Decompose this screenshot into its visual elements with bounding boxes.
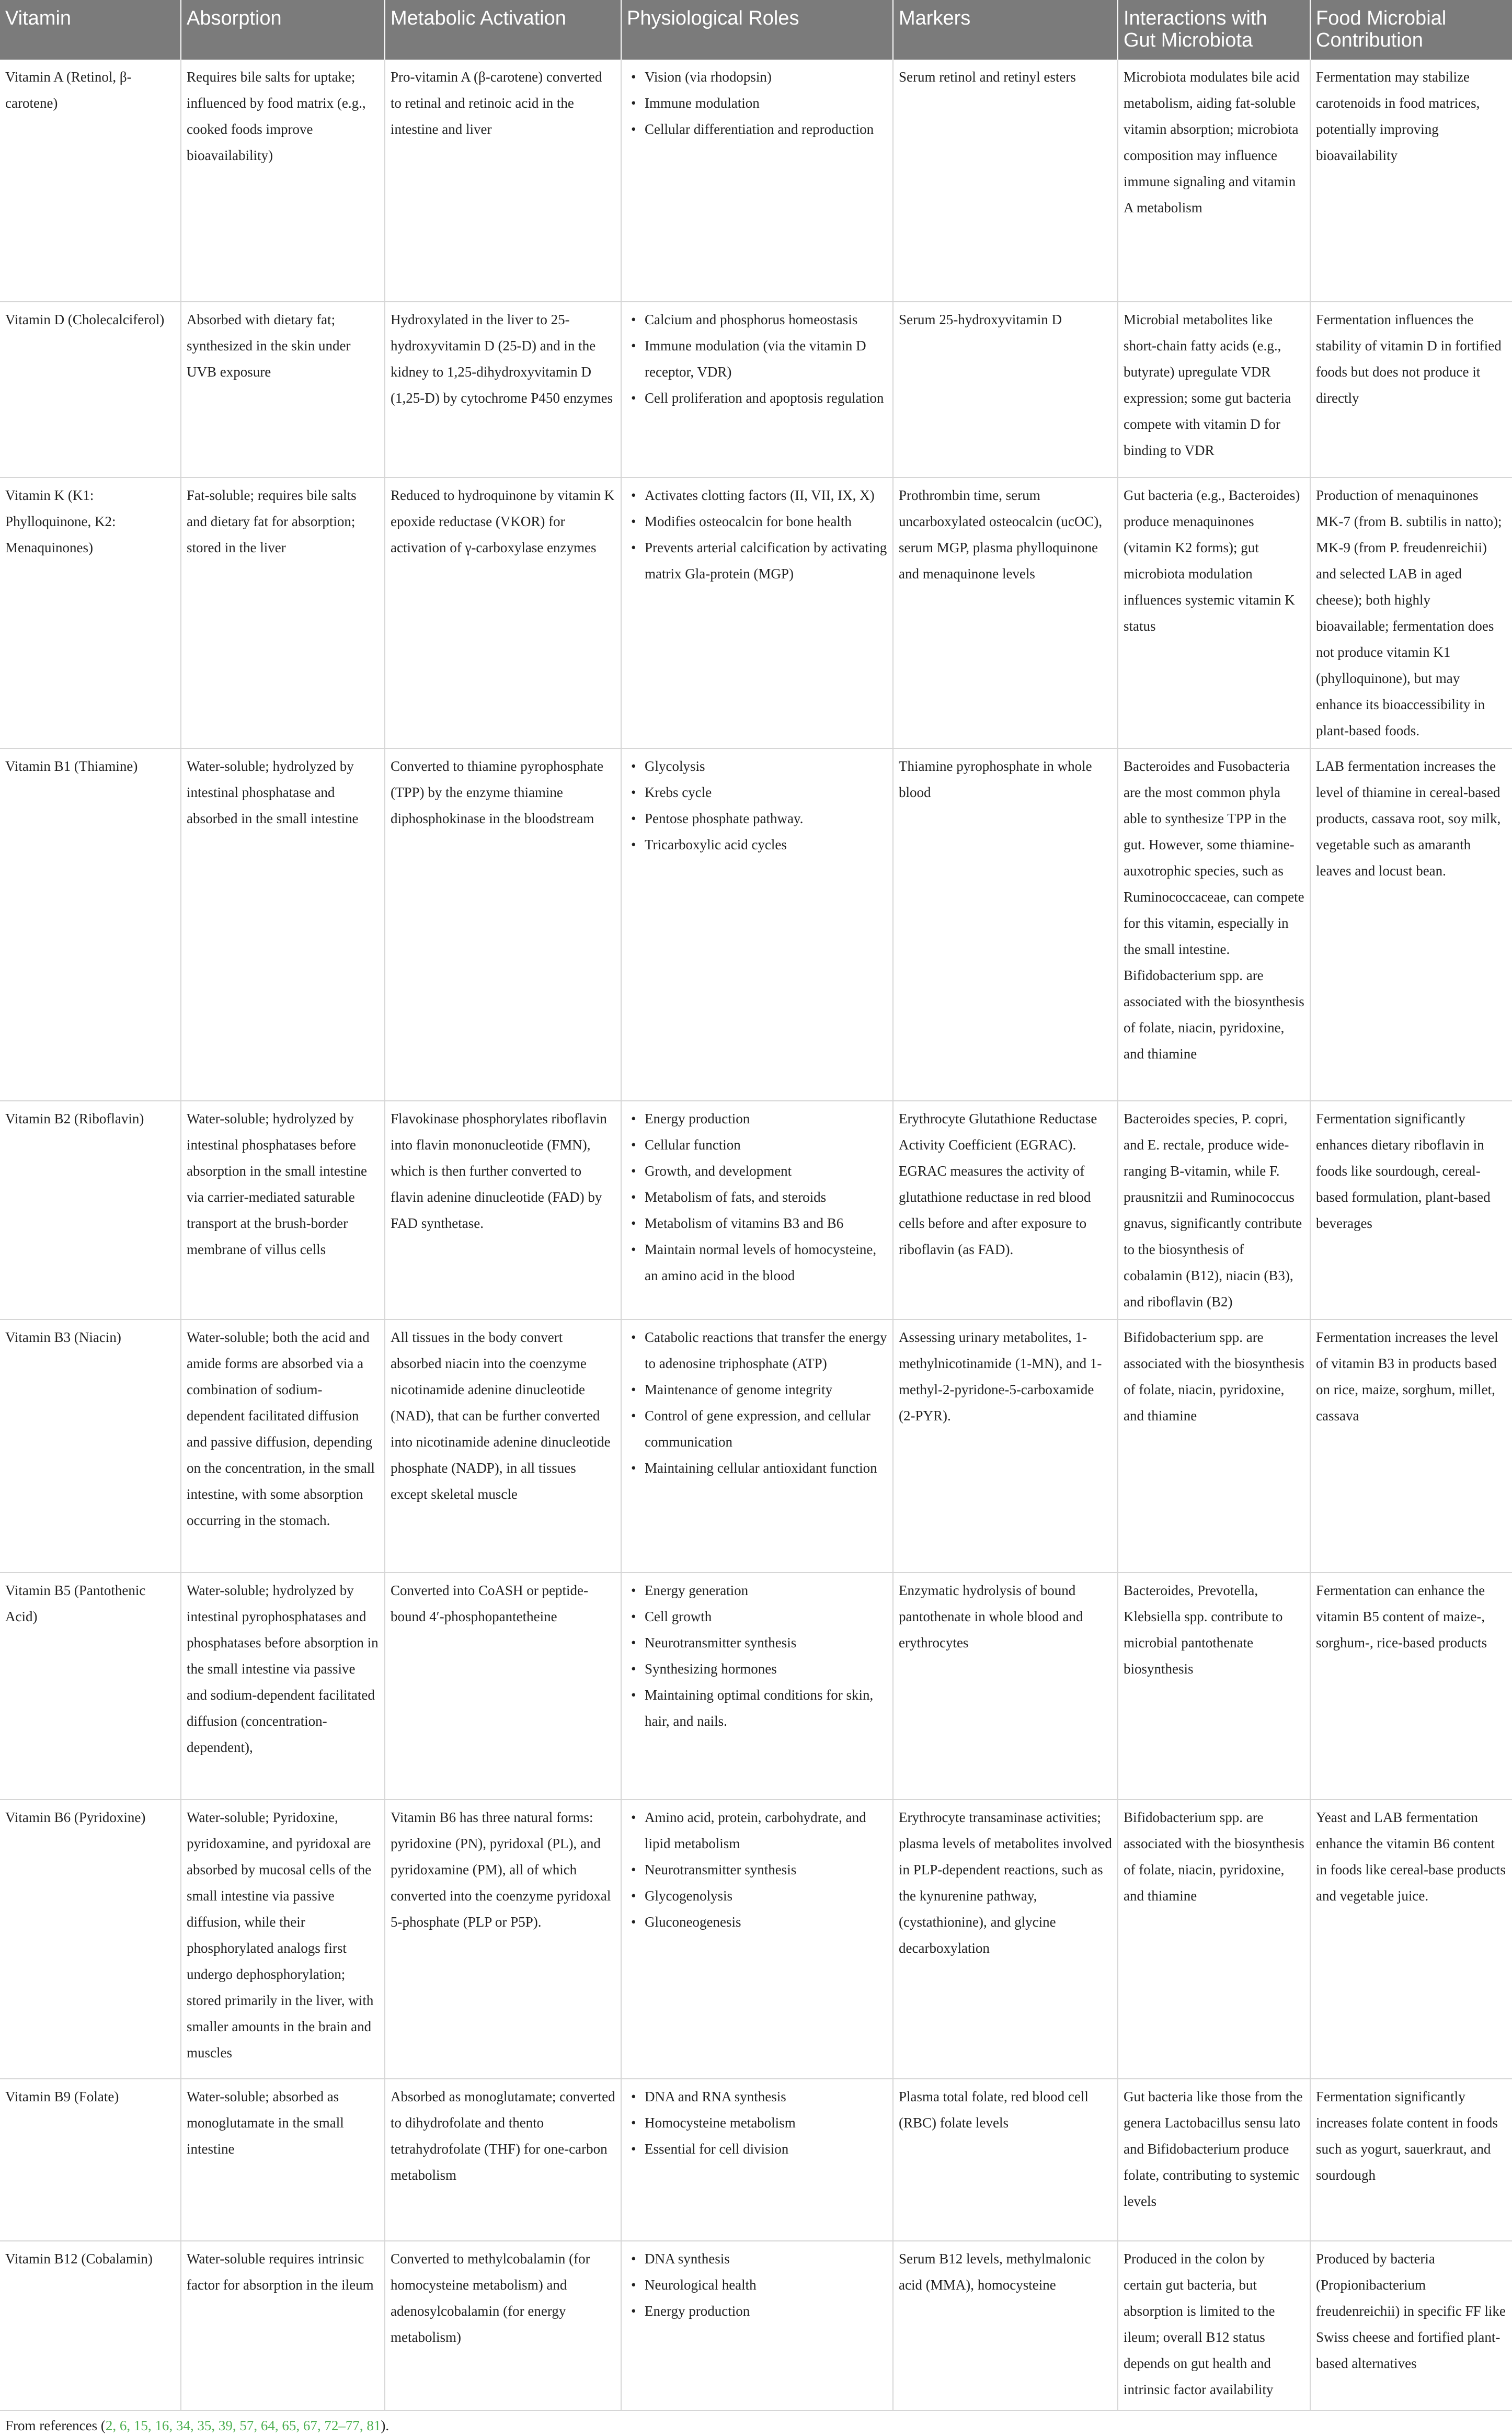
list-item: • Maintaining cellular antioxidant function [645, 1455, 887, 1481]
list-item: • Gluconeogenesis [645, 1909, 887, 1935]
header-physiological-roles: Physiological Roles [621, 0, 893, 60]
footnote-prefix: From references ( [5, 2418, 106, 2433]
list-item: • Cellular function [645, 1132, 887, 1158]
cell-absorption: Requires bile salts for uptake; influenced by food matrix (e.g., cooked foods improve bioavailability) [181, 60, 385, 302]
list-item: • DNA and RNA synthesis [645, 2084, 887, 2110]
list-item: • Activates clotting factors (II, VII, IX, X) [645, 482, 887, 508]
cell-interactions: Bacteroides, Prevotella, Klebsiella spp. contribute to microbial pantothenate biosynthesis [1118, 1573, 1310, 1800]
cell-absorption: Water-soluble requires intrinsic factor for absorption in the ileum [181, 2241, 385, 2410]
list-item: • Glycolysis [645, 753, 887, 779]
list-item: • Energy production [645, 2298, 887, 2324]
header-absorption: Absorption [181, 0, 385, 60]
list-item: • Pentose phosphate pathway. [645, 805, 887, 832]
cell-food: Fermentation may stabilize carotenoids in food matrices, potentially improving bioavailability [1310, 60, 1512, 302]
list-item: • Metabolism of fats, and steroids [645, 1184, 887, 1210]
list-item: • Growth, and development [645, 1158, 887, 1184]
cell-activation: Hydroxylated in the liver to 25-hydroxyvitamin D (25-D) and in the kidney to 1,25-dihydroxyvitamin D (1,25-D) by cytochrome P450 enzymes [385, 302, 621, 477]
list-item: • Maintenance of genome integrity [645, 1376, 887, 1403]
footnote-reference-links[interactable]: 2, 6, 15, 16, 34, 35, 39, 57, 64, 65, 67, 72–77, 81 [105, 2418, 381, 2433]
table-row [0, 748, 1512, 1101]
list-item: • Cell growth [645, 1603, 887, 1630]
list-item: • Immune modulation [645, 90, 887, 116]
list-item: • Krebs cycle [645, 779, 887, 805]
header-vitamin: Vitamin [0, 0, 181, 60]
cell-markers: Thiamine pyrophosphate in whole blood [893, 748, 1118, 1101]
header-markers: Markers [893, 0, 1118, 60]
cell-activation: Vitamin B6 has three natural forms: pyridoxine (PN), pyridoxal (PL), and pyridoxamine (PM), all of which converted into the coenzyme pyridoxal 5-phosphate (PLP or P5P). [385, 1800, 621, 2079]
list-item: • Modifies osteocalcin for bone health [645, 508, 887, 534]
roles-list [627, 1577, 887, 1734]
list-item: • Cell proliferation and apoptosis regulation [645, 385, 887, 411]
cell-absorption: Water-soluble; hydrolyzed by intestinal phosphatase and absorbed in the small intestine [181, 748, 385, 1101]
cell-vitamin: Vitamin B1 (Thiamine) [0, 748, 181, 1101]
cell-absorption: Water-soluble; both the acid and amide forms are absorbed via a combination of sodium-dependent facilitated diffusion and passive diffusion, depending on the concentration, in the small intestine, with some absorption occurring in the stomach. [181, 1319, 385, 1573]
cell-markers: Erythrocyte transaminase activities; plasma levels of metabolites involved in PLP-dependent reactions, such as the kynurenine pathway, (cystathionine), and glycine decarboxylation [893, 1800, 1118, 2079]
cell-roles [621, 477, 893, 748]
roles-list [627, 2084, 887, 2162]
cell-markers: Serum 25-hydroxyvitamin D [893, 302, 1118, 477]
cell-vitamin: Vitamin B2 (Riboflavin) [0, 1101, 181, 1319]
header-gut-microbiota: Interactions with Gut Microbiota [1118, 0, 1310, 60]
list-item: • Maintaining optimal conditions for skin, hair, and nails. [645, 1682, 887, 1734]
cell-vitamin: Vitamin K (K1: Phylloquinone, K2: Menaquinones) [0, 477, 181, 748]
cell-roles [621, 302, 893, 477]
cell-roles [621, 1101, 893, 1319]
cell-roles [621, 60, 893, 302]
table-footnote [0, 2411, 1512, 2436]
table-row [0, 302, 1512, 477]
cell-interactions: Bifidobacterium spp. are associated with the biosynthesis of folate, niacin, pyridoxine, and thiamine [1118, 1319, 1310, 1573]
cell-activation: Absorbed as monoglutamate; converted to dihydrofolate and thento tetrahydrofolate (THF) for one-carbon metabolism [385, 2079, 621, 2241]
list-item: • Amino acid, protein, carbohydrate, and lipid metabolism [645, 1804, 887, 1857]
cell-interactions: Gut bacteria like those from the genera Lactobacillus sensu lato and Bifidobacterium produce folate, contributing to systemic levels [1118, 2079, 1310, 2241]
cell-food: Fermentation significantly enhances dietary riboflavin in foods like sourdough, cereal-based formulation, plant-based beverages [1310, 1101, 1512, 1319]
roles-list [627, 1106, 887, 1289]
cell-vitamin: Vitamin B3 (Niacin) [0, 1319, 181, 1573]
cell-vitamin: Vitamin B12 (Cobalamin) [0, 2241, 181, 2410]
header-metabolic-activation: Metabolic Activation [385, 0, 621, 60]
cell-activation: Converted to thiamine pyrophosphate (TPP) by the enzyme thiamine diphosphokinase in the bloodstream [385, 748, 621, 1101]
roles-list [627, 1324, 887, 1481]
cell-absorption: Water-soluble; absorbed as monoglutamate in the small intestine [181, 2079, 385, 2241]
cell-markers: Serum B12 levels, methylmalonic acid (MMA), homocysteine [893, 2241, 1118, 2410]
roles-list [627, 482, 887, 587]
table-row [0, 1800, 1512, 2079]
cell-interactions: Microbiota modulates bile acid metabolism, aiding fat-soluble vitamin absorption; microbiota composition may influence immune signaling and vitamin A metabolism [1118, 60, 1310, 302]
cell-food: Fermentation influences the stability of vitamin D in fortified foods but does not produce it directly [1310, 302, 1512, 477]
list-item: • Calcium and phosphorus homeostasis [645, 306, 887, 333]
cell-roles [621, 1800, 893, 2079]
cell-interactions: Microbial metabolites like short-chain fatty acids (e.g., butyrate) upregulate VDR expression; some gut bacteria compete with vitamin D for binding to VDR [1118, 302, 1310, 477]
list-item: • Tricarboxylic acid cycles [645, 832, 887, 858]
table-row [0, 477, 1512, 748]
cell-activation: Pro-vitamin A (β-carotene) converted to retinal and retinoic acid in the intestine and liver [385, 60, 621, 302]
cell-activation: All tissues in the body convert absorbed niacin into the coenzyme nicotinamide adenine dinucleotide (NAD), that can be further converted into nicotinamide adenine dinucleotide phosphate (NADP), in all tissues except skeletal muscle [385, 1319, 621, 1573]
list-item: • Control of gene expression, and cellular communication [645, 1403, 887, 1455]
cell-food: Fermentation can enhance the vitamin B5 content of maize-, sorghum-, rice-based products [1310, 1573, 1512, 1800]
list-item: • Maintain normal levels of homocysteine, an amino acid in the blood [645, 1236, 887, 1289]
cell-interactions: Bacteroides and Fusobacteria are the most common phyla able to synthesize TPP in the gut. However, some thiamine-auxotrophic species, such as Ruminococcaceae, can compete for this vitamin, especially in the small intestine. Bifidobacterium spp. are associated with the biosynthesis of folate, niacin, pyridoxine, and thiamine [1118, 748, 1310, 1101]
cell-absorption: Water-soluble; Pyridoxine, pyridoxamine, and pyridoxal are absorbed by mucosal cells of the small intestine via passive diffusion, while their phosphorylated analogs first undergo dephosphorylation; stored primarily in the liver, with smaller amounts in the brain and muscles [181, 1800, 385, 2079]
cell-markers: Serum retinol and retinyl esters [893, 60, 1118, 302]
list-item: • Neurotransmitter synthesis [645, 1857, 887, 1883]
cell-markers: Erythrocyte Glutathione Reductase Activity Coefficient (EGRAC). EGRAC measures the activity of glutathione reductase in red blood cells before and after exposure to riboflavin (as FAD). [893, 1101, 1118, 1319]
header-food-microbial: Food Microbial Contribution [1310, 0, 1512, 60]
table-row [0, 60, 1512, 302]
cell-markers: Prothrombin time, serum uncarboxylated osteocalcin (ucOC), serum MGP, plasma phylloquinone and menaquinone levels [893, 477, 1118, 748]
cell-activation: Flavokinase phosphorylates riboflavin into flavin mononucleotide (FMN), which is then further converted to flavin adenine dinucleotide (FAD) by FAD synthetase. [385, 1101, 621, 1319]
cell-roles [621, 2241, 893, 2410]
roles-list [627, 1804, 887, 1935]
cell-vitamin: Vitamin B6 (Pyridoxine) [0, 1800, 181, 2079]
cell-roles [621, 1573, 893, 1800]
table-row [0, 1573, 1512, 1800]
table-row [0, 2079, 1512, 2241]
cell-food: Yeast and LAB fermentation enhance the vitamin B6 content in foods like cereal-base products and vegetable juice. [1310, 1800, 1512, 2079]
cell-vitamin: Vitamin A (Retinol, β-carotene) [0, 60, 181, 302]
list-item: • Prevents arterial calcification by activating matrix Gla-protein (MGP) [645, 534, 887, 587]
roles-list [627, 64, 887, 142]
cell-vitamin: Vitamin B9 (Folate) [0, 2079, 181, 2241]
list-item: • Immune modulation (via the vitamin D receptor, VDR) [645, 333, 887, 385]
table-row [0, 1319, 1512, 1573]
table-row [0, 2241, 1512, 2410]
list-item: • Homocysteine metabolism [645, 2110, 887, 2136]
list-item: • Energy generation [645, 1577, 887, 1603]
cell-absorption: Absorbed with dietary fat; synthesized in the skin under UVB exposure [181, 302, 385, 477]
list-item: • Metabolism of vitamins B3 and B6 [645, 1210, 887, 1236]
cell-food: LAB fermentation increases the level of thiamine in cereal-based products, cassava root, soy milk, vegetable such as amaranth leaves and locust bean. [1310, 748, 1512, 1101]
list-item: • Cellular differentiation and reproduction [645, 116, 887, 142]
cell-interactions: Gut bacteria (e.g., Bacteroides) produce menaquinones (vitamin K2 forms); gut microbiota modulation influences systemic vitamin K status [1118, 477, 1310, 748]
cell-activation: Reduced to hydroquinone by vitamin K epoxide reductase (VKOR) for activation of γ-carboxylase enzymes [385, 477, 621, 748]
cell-interactions: Produced in the colon by certain gut bacteria, but absorption is limited to the ileum; overall B12 status depends on gut health and intrinsic factor availability [1118, 2241, 1310, 2410]
cell-interactions: Bifidobacterium spp. are associated with the biosynthesis of folate, niacin, pyridoxine, and thiamine [1118, 1800, 1310, 2079]
list-item: • Essential for cell division [645, 2136, 887, 2162]
roles-list [627, 753, 887, 858]
list-item: • Glycogenolysis [645, 1883, 887, 1909]
cell-food: Produced by bacteria (Propionibacterium freudenreichii) in specific FF like Swiss cheese and fortified plant-based alternatives [1310, 2241, 1512, 2410]
cell-absorption: Water-soluble; hydrolyzed by intestinal pyrophosphatases and phosphatases before absorption in the small intestine via passive and sodium-dependent facilitated diffusion (concentration-dependent), [181, 1573, 385, 1800]
cell-food: Production of menaquinones MK-7 (from B. subtilis in natto); MK-9 (from P. freudenreichii) and selected LAB in aged cheese); both highly bioavailable; fermentation does not produce vitamin K1 (phylloquinone), but may enhance its bioaccessibility in plant-based foods. [1310, 477, 1512, 748]
roles-list [627, 2246, 887, 2324]
cell-activation: Converted into CoASH or peptide-bound 4′-phosphopantetheine [385, 1573, 621, 1800]
cell-absorption: Fat-soluble; requires bile salts and dietary fat for absorption; stored in the liver [181, 477, 385, 748]
list-item: • DNA synthesis [645, 2246, 887, 2272]
list-item: • Neurological health [645, 2272, 887, 2298]
header-row [0, 0, 1512, 60]
cell-vitamin: Vitamin B5 (Pantothenic Acid) [0, 1573, 181, 1800]
list-item: • Neurotransmitter synthesis [645, 1630, 887, 1656]
cell-roles [621, 748, 893, 1101]
cell-interactions: Bacteroides species, P. copri, and E. rectale, produce wide-ranging B-vitamin, while F. prausnitzii and Ruminococcus gnavus, significantly contribute to the biosynthesis of cobalamin (B12), niacin (B3), and riboflavin (B2) [1118, 1101, 1310, 1319]
cell-roles [621, 2079, 893, 2241]
cell-roles [621, 1319, 893, 1573]
cell-food: Fermentation increases the level of vitamin B3 in products based on rice, maize, sorghum, millet, cassava [1310, 1319, 1512, 1573]
list-item: • Catabolic reactions that transfer the energy to adenosine triphosphate (ATP) [645, 1324, 887, 1376]
roles-list [627, 306, 887, 411]
cell-food: Fermentation significantly increases folate content in foods such as yogurt, sauerkraut, and sourdough [1310, 2079, 1512, 2241]
cell-markers: Assessing urinary metabolites, 1-methylnicotinamide (1-MN), and 1-methyl-2-pyridone-5-carboxamide (2-PYR). [893, 1319, 1118, 1573]
footnote-suffix: ). [381, 2418, 390, 2433]
list-item: • Energy production [645, 1106, 887, 1132]
cell-absorption: Water-soluble; hydrolyzed by intestinal phosphatases before absorption in the small intestine via carrier-mediated saturable transport at the brush-border membrane of villus cells [181, 1101, 385, 1319]
list-item: • Vision (via rhodopsin) [645, 64, 887, 90]
table-row [0, 1101, 1512, 1319]
cell-markers: Plasma total folate, red blood cell (RBC) folate levels [893, 2079, 1118, 2241]
list-item: • Synthesizing hormones [645, 1656, 887, 1682]
cell-activation: Converted to methylcobalamin (for homocysteine metabolism) and adenosylcobalamin (for energy metabolism) [385, 2241, 621, 2410]
cell-markers: Enzymatic hydrolysis of bound pantothenate in whole blood and erythrocytes [893, 1573, 1118, 1800]
cell-vitamin: Vitamin D (Cholecalciferol) [0, 302, 181, 477]
